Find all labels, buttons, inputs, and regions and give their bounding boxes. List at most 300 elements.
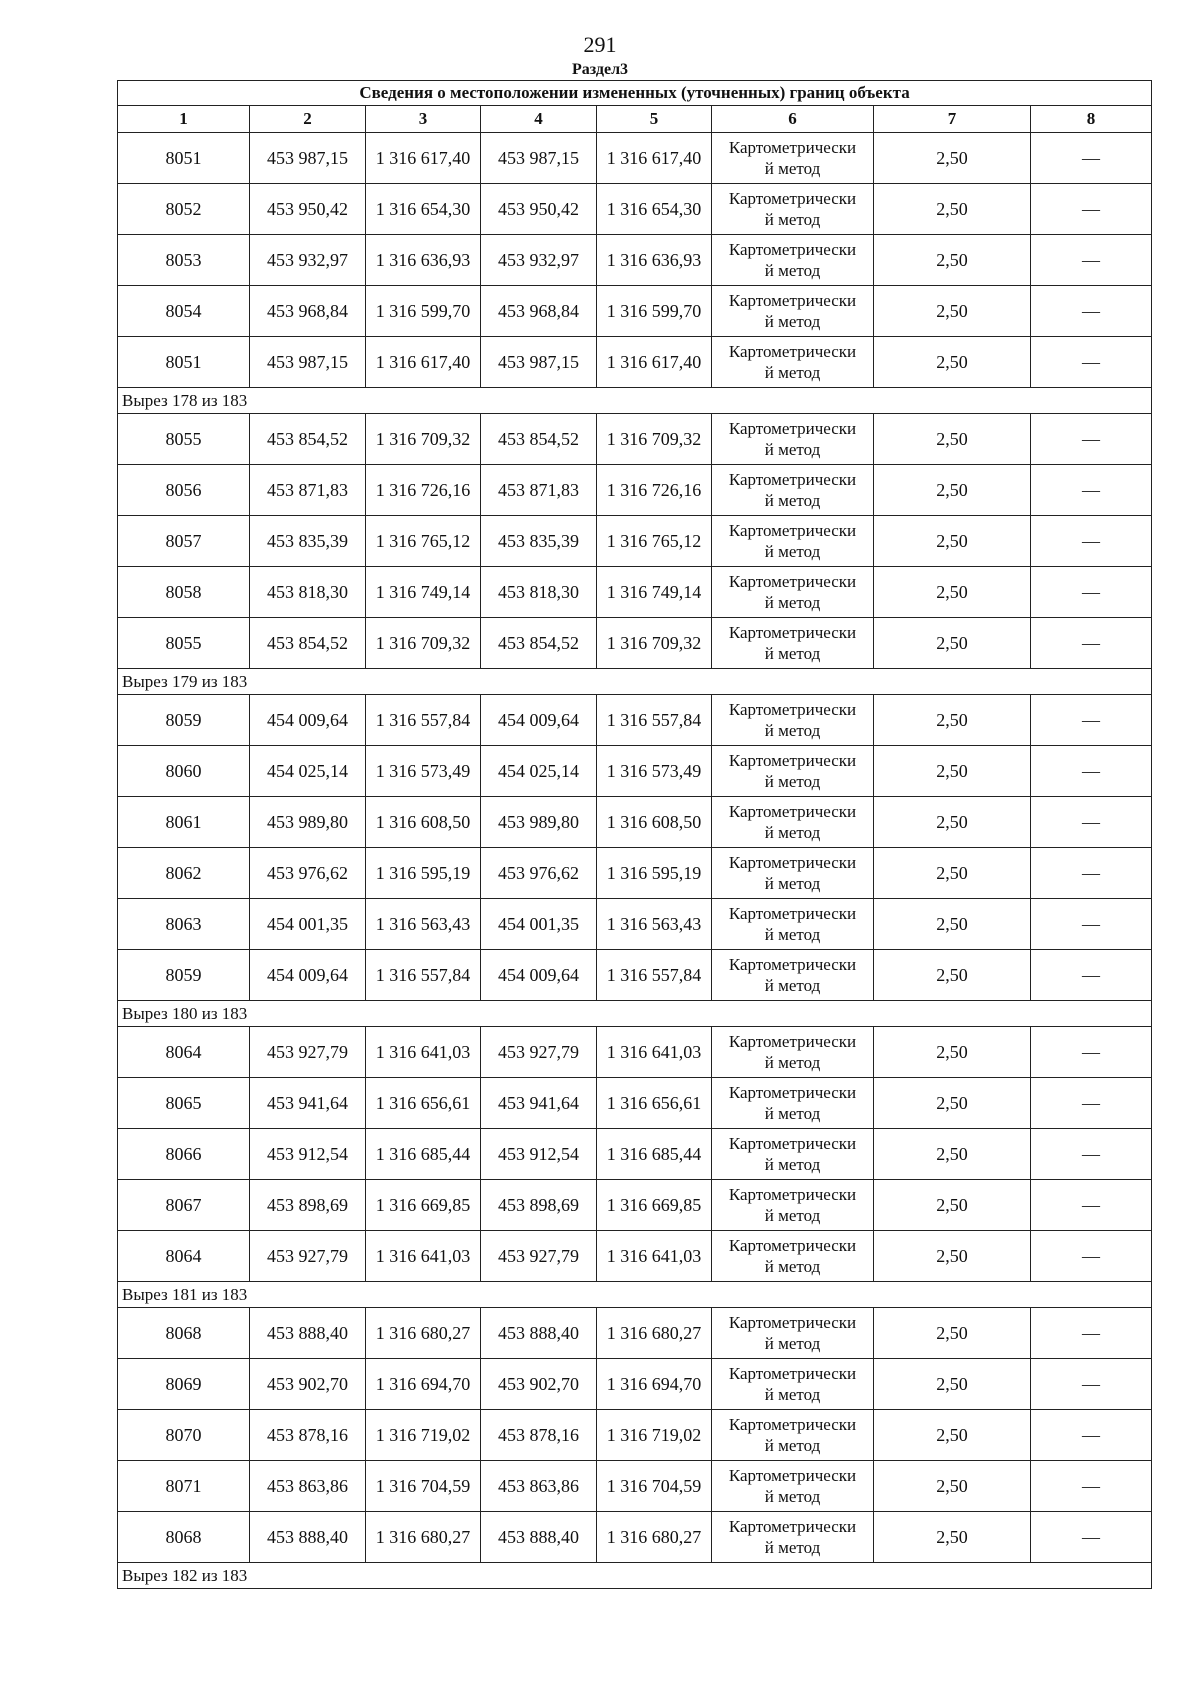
table-row xyxy=(118,950,1152,1001)
y-coordinate-cell: 1 316 557,84 xyxy=(366,950,481,1001)
method-cell xyxy=(712,1308,874,1359)
method-cell xyxy=(712,1410,874,1461)
description-cell: — xyxy=(1031,1027,1152,1078)
accuracy-cell: 2,50 xyxy=(874,235,1031,286)
x-coordinate-new-cell: 453 932,97 xyxy=(481,235,597,286)
table-row xyxy=(118,1027,1152,1078)
point-number-cell: 8068 xyxy=(118,1512,250,1563)
method-line-2: й метод xyxy=(764,874,821,893)
table-row xyxy=(118,286,1152,337)
method-cell xyxy=(712,950,874,1001)
point-number-cell: 8067 xyxy=(118,1180,250,1231)
description-cell: — xyxy=(1031,1078,1152,1129)
method-line-1: Картометрически xyxy=(728,904,857,923)
point-number-cell: 8054 xyxy=(118,286,250,337)
point-number-cell: 8055 xyxy=(118,618,250,669)
method-line-1: Картометрически xyxy=(728,1134,857,1153)
method-line-1: Картометрически xyxy=(728,1083,857,1102)
description-cell: — xyxy=(1031,286,1152,337)
column-header: 7 xyxy=(874,106,1031,133)
y-coordinate-cell: 1 316 573,49 xyxy=(366,746,481,797)
y-coordinate-new-cell: 1 316 557,84 xyxy=(597,695,712,746)
method-line-2: й метод xyxy=(764,1385,821,1404)
y-coordinate-cell: 1 316 641,03 xyxy=(366,1027,481,1078)
description-cell: — xyxy=(1031,1231,1152,1282)
method-line-1: Картометрически xyxy=(728,1313,857,1332)
description-cell: — xyxy=(1031,950,1152,1001)
method-cell xyxy=(712,286,874,337)
method-line-2: й метод xyxy=(764,312,821,331)
column-header: 3 xyxy=(366,106,481,133)
point-number-cell: 8066 xyxy=(118,1129,250,1180)
column-header: 5 xyxy=(597,106,712,133)
accuracy-cell: 2,50 xyxy=(874,1129,1031,1180)
x-coordinate-new-cell: 453 968,84 xyxy=(481,286,597,337)
y-coordinate-cell: 1 316 641,03 xyxy=(366,1231,481,1282)
method-line-2: й метод xyxy=(764,925,821,944)
description-cell: — xyxy=(1031,797,1152,848)
y-coordinate-cell: 1 316 680,27 xyxy=(366,1512,481,1563)
method-line-2: й метод xyxy=(764,1206,821,1225)
method-cell xyxy=(712,1231,874,1282)
method-cell xyxy=(712,1180,874,1231)
point-number-cell: 8063 xyxy=(118,899,250,950)
table-row xyxy=(118,1129,1152,1180)
accuracy-cell: 2,50 xyxy=(874,465,1031,516)
y-coordinate-cell: 1 316 595,19 xyxy=(366,848,481,899)
y-coordinate-cell: 1 316 709,32 xyxy=(366,414,481,465)
point-number-cell: 8060 xyxy=(118,746,250,797)
table-row xyxy=(118,184,1152,235)
method-line-2: й метод xyxy=(764,491,821,510)
cutout-group-row xyxy=(118,669,1152,695)
y-coordinate-new-cell: 1 316 719,02 xyxy=(597,1410,712,1461)
method-line-1: Картометрически xyxy=(728,1364,857,1383)
method-line-2: й метод xyxy=(764,1538,821,1557)
table-row xyxy=(118,618,1152,669)
x-coordinate-cell: 453 987,15 xyxy=(250,133,366,184)
y-coordinate-cell: 1 316 599,70 xyxy=(366,286,481,337)
y-coordinate-new-cell: 1 316 704,59 xyxy=(597,1461,712,1512)
method-line-2: й метод xyxy=(764,593,821,612)
description-cell: — xyxy=(1031,746,1152,797)
point-number-cell: 8064 xyxy=(118,1231,250,1282)
y-coordinate-new-cell: 1 316 669,85 xyxy=(597,1180,712,1231)
method-line-1: Картометрически xyxy=(728,1517,857,1536)
x-coordinate-cell: 453 976,62 xyxy=(250,848,366,899)
description-cell: — xyxy=(1031,695,1152,746)
description-cell: — xyxy=(1031,235,1152,286)
x-coordinate-new-cell: 453 863,86 xyxy=(481,1461,597,1512)
table-row xyxy=(118,235,1152,286)
y-coordinate-cell: 1 316 563,43 xyxy=(366,899,481,950)
method-line-2: й метод xyxy=(764,261,821,280)
method-line-1: Картометрически xyxy=(728,470,857,489)
method-line-2: й метод xyxy=(764,210,821,229)
method-cell xyxy=(712,337,874,388)
description-cell: — xyxy=(1031,465,1152,516)
accuracy-cell: 2,50 xyxy=(874,618,1031,669)
point-number-cell: 8062 xyxy=(118,848,250,899)
point-number-cell: 8055 xyxy=(118,414,250,465)
point-number-cell: 8069 xyxy=(118,1359,250,1410)
accuracy-cell: 2,50 xyxy=(874,746,1031,797)
x-coordinate-new-cell: 453 854,52 xyxy=(481,414,597,465)
method-line-2: й метод xyxy=(764,542,821,561)
x-coordinate-cell: 453 987,15 xyxy=(250,337,366,388)
accuracy-cell: 2,50 xyxy=(874,1410,1031,1461)
x-coordinate-new-cell: 453 898,69 xyxy=(481,1180,597,1231)
method-line-2: й метод xyxy=(764,721,821,740)
method-cell xyxy=(712,1078,874,1129)
method-line-1: Картометрически xyxy=(728,802,857,821)
point-number-cell: 8053 xyxy=(118,235,250,286)
method-cell xyxy=(712,746,874,797)
method-line-2: й метод xyxy=(764,1436,821,1455)
point-number-cell: 8065 xyxy=(118,1078,250,1129)
method-line-1: Картометрически xyxy=(728,1236,857,1255)
cutout-group-row xyxy=(118,1282,1152,1308)
table-row xyxy=(118,848,1152,899)
method-line-2: й метод xyxy=(764,772,821,791)
y-coordinate-new-cell: 1 316 709,32 xyxy=(597,414,712,465)
method-line-1: Картометрически xyxy=(728,419,857,438)
point-number-cell: 8058 xyxy=(118,567,250,618)
column-header: 6 xyxy=(712,106,874,133)
x-coordinate-new-cell: 453 888,40 xyxy=(481,1512,597,1563)
table-row xyxy=(118,1231,1152,1282)
method-line-1: Картометрически xyxy=(728,1466,857,1485)
y-coordinate-new-cell: 1 316 694,70 xyxy=(597,1359,712,1410)
section-title: Раздел3 xyxy=(571,61,629,78)
method-line-2: й метод xyxy=(764,976,821,995)
method-line-2: й метод xyxy=(764,159,821,178)
y-coordinate-new-cell: 1 316 680,27 xyxy=(597,1308,712,1359)
column-header: 2 xyxy=(250,106,366,133)
y-coordinate-new-cell: 1 316 557,84 xyxy=(597,950,712,1001)
method-line-2: й метод xyxy=(764,1053,821,1072)
table-body xyxy=(118,81,1152,1589)
y-coordinate-new-cell: 1 316 680,27 xyxy=(597,1512,712,1563)
description-cell: — xyxy=(1031,1461,1152,1512)
cutout-label: Вырез 181 из 183 xyxy=(118,1282,1152,1308)
x-coordinate-new-cell: 453 987,15 xyxy=(481,133,597,184)
method-line-1: Картометрически xyxy=(728,521,857,540)
page-number: 291 xyxy=(583,32,617,57)
point-number-cell: 8056 xyxy=(118,465,250,516)
x-coordinate-new-cell: 453 941,64 xyxy=(481,1078,597,1129)
y-coordinate-new-cell: 1 316 709,32 xyxy=(597,618,712,669)
y-coordinate-cell: 1 316 617,40 xyxy=(366,337,481,388)
method-line-2: й метод xyxy=(764,440,821,459)
table-row xyxy=(118,1461,1152,1512)
x-coordinate-cell: 453 912,54 xyxy=(250,1129,366,1180)
x-coordinate-new-cell: 453 927,79 xyxy=(481,1027,597,1078)
method-line-1: Картометрически xyxy=(728,189,857,208)
y-coordinate-cell: 1 316 694,70 xyxy=(366,1359,481,1410)
y-coordinate-new-cell: 1 316 749,14 xyxy=(597,567,712,618)
method-line-1: Картометрически xyxy=(728,1032,857,1051)
y-coordinate-cell: 1 316 726,16 xyxy=(366,465,481,516)
accuracy-cell: 2,50 xyxy=(874,1308,1031,1359)
method-cell xyxy=(712,414,874,465)
accuracy-cell: 2,50 xyxy=(874,1461,1031,1512)
description-cell: — xyxy=(1031,567,1152,618)
table-row xyxy=(118,133,1152,184)
y-coordinate-cell: 1 316 656,61 xyxy=(366,1078,481,1129)
x-coordinate-new-cell: 454 025,14 xyxy=(481,746,597,797)
method-line-2: й метод xyxy=(764,823,821,842)
method-line-1: Картометрически xyxy=(728,572,857,591)
method-line-2: й метод xyxy=(764,1104,821,1123)
x-coordinate-new-cell: 453 976,62 xyxy=(481,848,597,899)
y-coordinate-new-cell: 1 316 595,19 xyxy=(597,848,712,899)
y-coordinate-new-cell: 1 316 654,30 xyxy=(597,184,712,235)
cutout-label: Вырез 179 из 183 xyxy=(118,669,1152,695)
description-cell: — xyxy=(1031,848,1152,899)
point-number-cell: 8051 xyxy=(118,133,250,184)
y-coordinate-new-cell: 1 316 765,12 xyxy=(597,516,712,567)
description-cell: — xyxy=(1031,337,1152,388)
method-line-1: Картометрически xyxy=(728,853,857,872)
y-coordinate-cell: 1 316 704,59 xyxy=(366,1461,481,1512)
x-coordinate-cell: 453 878,16 xyxy=(250,1410,366,1461)
method-line-1: Картометрически xyxy=(728,700,857,719)
y-coordinate-new-cell: 1 316 617,40 xyxy=(597,133,712,184)
method-cell xyxy=(712,1359,874,1410)
description-cell: — xyxy=(1031,184,1152,235)
table-row xyxy=(118,695,1152,746)
x-coordinate-cell: 453 927,79 xyxy=(250,1231,366,1282)
y-coordinate-new-cell: 1 316 685,44 xyxy=(597,1129,712,1180)
cutout-group-row xyxy=(118,1563,1152,1589)
y-coordinate-cell: 1 316 636,93 xyxy=(366,235,481,286)
method-cell xyxy=(712,1129,874,1180)
y-coordinate-new-cell: 1 316 656,61 xyxy=(597,1078,712,1129)
method-line-1: Картометрически xyxy=(728,623,857,642)
cutout-label: Вырез 178 из 183 xyxy=(118,388,1152,414)
accuracy-cell: 2,50 xyxy=(874,1512,1031,1563)
description-cell: — xyxy=(1031,1359,1152,1410)
table-row xyxy=(118,797,1152,848)
y-coordinate-cell: 1 316 680,27 xyxy=(366,1308,481,1359)
y-coordinate-cell: 1 316 749,14 xyxy=(366,567,481,618)
accuracy-cell: 2,50 xyxy=(874,695,1031,746)
x-coordinate-new-cell: 453 927,79 xyxy=(481,1231,597,1282)
point-number-cell: 8061 xyxy=(118,797,250,848)
y-coordinate-new-cell: 1 316 641,03 xyxy=(597,1027,712,1078)
column-header: 1 xyxy=(118,106,250,133)
method-line-1: Картометрически xyxy=(728,240,857,259)
table-caption: Сведения о местоположении измененных (уточненных) границ объекта xyxy=(118,81,1152,106)
y-coordinate-cell: 1 316 608,50 xyxy=(366,797,481,848)
accuracy-cell: 2,50 xyxy=(874,1078,1031,1129)
accuracy-cell: 2,50 xyxy=(874,516,1031,567)
x-coordinate-cell: 453 989,80 xyxy=(250,797,366,848)
method-line-2: й метод xyxy=(764,1155,821,1174)
x-coordinate-cell: 454 009,64 xyxy=(250,950,366,1001)
method-cell xyxy=(712,465,874,516)
table-row xyxy=(118,337,1152,388)
x-coordinate-cell: 453 835,39 xyxy=(250,516,366,567)
table-row xyxy=(118,746,1152,797)
y-coordinate-cell: 1 316 719,02 xyxy=(366,1410,481,1461)
x-coordinate-new-cell: 453 950,42 xyxy=(481,184,597,235)
x-coordinate-cell: 454 001,35 xyxy=(250,899,366,950)
cutout-label: Вырез 180 из 183 xyxy=(118,1001,1152,1027)
accuracy-cell: 2,50 xyxy=(874,899,1031,950)
x-coordinate-cell: 453 854,52 xyxy=(250,414,366,465)
method-line-1: Картометрически xyxy=(728,751,857,770)
accuracy-cell: 2,50 xyxy=(874,1231,1031,1282)
method-cell xyxy=(712,1461,874,1512)
method-cell xyxy=(712,899,874,950)
y-coordinate-cell: 1 316 669,85 xyxy=(366,1180,481,1231)
method-cell xyxy=(712,1027,874,1078)
x-coordinate-cell: 453 898,69 xyxy=(250,1180,366,1231)
cutout-group-row xyxy=(118,1001,1152,1027)
method-cell xyxy=(712,848,874,899)
table-row xyxy=(118,516,1152,567)
description-cell: — xyxy=(1031,516,1152,567)
method-line-1: Картометрически xyxy=(728,138,857,157)
x-coordinate-cell: 453 888,40 xyxy=(250,1308,366,1359)
x-coordinate-cell: 453 927,79 xyxy=(250,1027,366,1078)
point-number-cell: 8071 xyxy=(118,1461,250,1512)
method-line-1: Картометрически xyxy=(728,291,857,310)
accuracy-cell: 2,50 xyxy=(874,567,1031,618)
description-cell: — xyxy=(1031,133,1152,184)
x-coordinate-new-cell: 453 835,39 xyxy=(481,516,597,567)
x-coordinate-cell: 453 854,52 xyxy=(250,618,366,669)
method-cell xyxy=(712,797,874,848)
description-cell: — xyxy=(1031,1308,1152,1359)
x-coordinate-cell: 453 932,97 xyxy=(250,235,366,286)
description-cell: — xyxy=(1031,414,1152,465)
accuracy-cell: 2,50 xyxy=(874,184,1031,235)
x-coordinate-cell: 453 863,86 xyxy=(250,1461,366,1512)
x-coordinate-new-cell: 453 987,15 xyxy=(481,337,597,388)
x-coordinate-cell: 453 941,64 xyxy=(250,1078,366,1129)
description-cell: — xyxy=(1031,618,1152,669)
method-cell xyxy=(712,567,874,618)
x-coordinate-new-cell: 453 878,16 xyxy=(481,1410,597,1461)
x-coordinate-new-cell: 453 902,70 xyxy=(481,1359,597,1410)
method-cell xyxy=(712,695,874,746)
accuracy-cell: 2,50 xyxy=(874,797,1031,848)
method-line-1: Картометрически xyxy=(728,1415,857,1434)
method-cell xyxy=(712,184,874,235)
x-coordinate-new-cell: 454 001,35 xyxy=(481,899,597,950)
description-cell: — xyxy=(1031,899,1152,950)
method-cell xyxy=(712,516,874,567)
method-cell xyxy=(712,1512,874,1563)
table-row xyxy=(118,567,1152,618)
y-coordinate-cell: 1 316 765,12 xyxy=(366,516,481,567)
x-coordinate-new-cell: 453 912,54 xyxy=(481,1129,597,1180)
method-line-1: Картометрически xyxy=(728,342,857,361)
x-coordinate-cell: 453 902,70 xyxy=(250,1359,366,1410)
x-coordinate-cell: 453 968,84 xyxy=(250,286,366,337)
y-coordinate-cell: 1 316 709,32 xyxy=(366,618,481,669)
y-coordinate-new-cell: 1 316 726,16 xyxy=(597,465,712,516)
y-coordinate-new-cell: 1 316 563,43 xyxy=(597,899,712,950)
x-coordinate-new-cell: 454 009,64 xyxy=(481,950,597,1001)
x-coordinate-cell: 453 871,83 xyxy=(250,465,366,516)
y-coordinate-cell: 1 316 654,30 xyxy=(366,184,481,235)
x-coordinate-new-cell: 454 009,64 xyxy=(481,695,597,746)
point-number-cell: 8052 xyxy=(118,184,250,235)
point-number-cell: 8059 xyxy=(118,950,250,1001)
method-line-2: й метод xyxy=(764,1257,821,1276)
method-cell xyxy=(712,133,874,184)
y-coordinate-new-cell: 1 316 636,93 xyxy=(597,235,712,286)
description-cell: — xyxy=(1031,1512,1152,1563)
table-row xyxy=(118,1512,1152,1563)
table-row xyxy=(118,1078,1152,1129)
table-caption-row xyxy=(118,81,1152,106)
accuracy-cell: 2,50 xyxy=(874,414,1031,465)
x-coordinate-cell: 453 888,40 xyxy=(250,1512,366,1563)
table-row xyxy=(118,414,1152,465)
column-header: 8 xyxy=(1031,106,1152,133)
x-coordinate-cell: 453 950,42 xyxy=(250,184,366,235)
description-cell: — xyxy=(1031,1410,1152,1461)
table-row xyxy=(118,1410,1152,1461)
method-line-2: й метод xyxy=(764,1334,821,1353)
table-row xyxy=(118,465,1152,516)
accuracy-cell: 2,50 xyxy=(874,337,1031,388)
accuracy-cell: 2,50 xyxy=(874,286,1031,337)
x-coordinate-new-cell: 453 818,30 xyxy=(481,567,597,618)
method-cell xyxy=(712,618,874,669)
cutout-label: Вырез 182 из 183 xyxy=(118,1563,1152,1589)
coordinates-table xyxy=(117,80,1152,1589)
x-coordinate-new-cell: 453 854,52 xyxy=(481,618,597,669)
method-line-2: й метод xyxy=(764,644,821,663)
column-header: 4 xyxy=(481,106,597,133)
accuracy-cell: 2,50 xyxy=(874,848,1031,899)
x-coordinate-cell: 453 818,30 xyxy=(250,567,366,618)
description-cell: — xyxy=(1031,1129,1152,1180)
point-number-cell: 8070 xyxy=(118,1410,250,1461)
x-coordinate-cell: 454 009,64 xyxy=(250,695,366,746)
method-line-1: Картометрически xyxy=(728,955,857,974)
y-coordinate-new-cell: 1 316 617,40 xyxy=(597,337,712,388)
x-coordinate-new-cell: 453 871,83 xyxy=(481,465,597,516)
x-coordinate-new-cell: 453 989,80 xyxy=(481,797,597,848)
table-row xyxy=(118,1308,1152,1359)
description-cell: — xyxy=(1031,1180,1152,1231)
x-coordinate-cell: 454 025,14 xyxy=(250,746,366,797)
method-line-2: й метод xyxy=(764,363,821,382)
table-row xyxy=(118,1180,1152,1231)
point-number-cell: 8068 xyxy=(118,1308,250,1359)
method-line-2: й метод xyxy=(764,1487,821,1506)
table-row xyxy=(118,1359,1152,1410)
accuracy-cell: 2,50 xyxy=(874,1359,1031,1410)
accuracy-cell: 2,50 xyxy=(874,950,1031,1001)
y-coordinate-new-cell: 1 316 608,50 xyxy=(597,797,712,848)
method-cell xyxy=(712,235,874,286)
y-coordinate-new-cell: 1 316 573,49 xyxy=(597,746,712,797)
y-coordinate-new-cell: 1 316 641,03 xyxy=(597,1231,712,1282)
method-line-1: Картометрически xyxy=(728,1185,857,1204)
y-coordinate-cell: 1 316 617,40 xyxy=(366,133,481,184)
accuracy-cell: 2,50 xyxy=(874,1180,1031,1231)
y-coordinate-new-cell: 1 316 599,70 xyxy=(597,286,712,337)
point-number-cell: 8059 xyxy=(118,695,250,746)
